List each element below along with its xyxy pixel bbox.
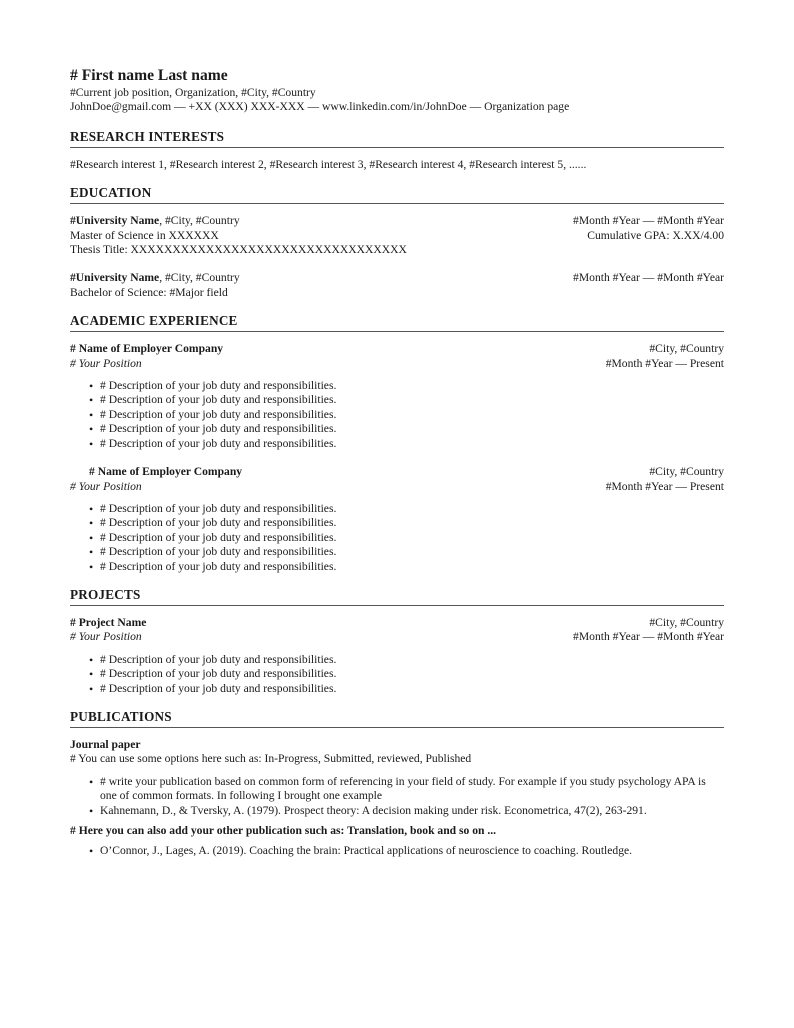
- thesis-title: Thesis Title: XXXXXXXXXXXXXXXXXXXXXXXXXXXXXXXXX: [70, 243, 407, 257]
- position-dates: #Month #Year — Present: [605, 356, 724, 370]
- section-publications: [70, 709, 724, 859]
- duty-item: • # Description of your job duty and responsibilities.: [90, 408, 724, 422]
- duty-list: [70, 502, 724, 574]
- education-entry: [70, 271, 724, 300]
- school-name: #University Name: [70, 271, 160, 285]
- position-title: # Your Position: [70, 479, 142, 493]
- employer-location: #City, #Country: [649, 342, 724, 356]
- section-title: PROJECTS: [70, 587, 724, 606]
- degree: Master of Science in XXXXXX: [70, 228, 219, 242]
- employer-location: #City, #Country: [649, 465, 724, 479]
- employer-name: # Name of Employer Company: [70, 342, 224, 356]
- other-publications-heading: # Here you can also add your other publication such as: Translation, book and so on ...: [70, 824, 497, 837]
- current-position: #Current job position, Organization, #City, #Country: [70, 86, 316, 99]
- position-title: # Your Position: [70, 630, 142, 644]
- journal-publication-list: [70, 775, 724, 818]
- publication-item: • # write your publication based on common form of referencing in your field of study. For example if you study psychology APA is one of common formats. In following I brought one example: [90, 775, 724, 804]
- experience-entry: [70, 342, 724, 451]
- duty-item: • # Description of your job duty and responsibilities.: [90, 502, 724, 516]
- duty-item: • # Description of your job duty and responsibilities.: [90, 531, 724, 545]
- education-dates: #Month #Year — #Month #Year: [573, 271, 724, 285]
- duty-list: [70, 653, 724, 696]
- position-title: # Your Position: [70, 356, 142, 370]
- duty-item: • # Description of your job duty and responsibilities.: [90, 437, 724, 451]
- section-title: EDUCATION: [70, 185, 724, 204]
- publication-item: • O’Connor, J., Lages, A. (2019). Coaching the brain: Practical applications of neuroscience to coaching. Routledge.: [90, 844, 724, 858]
- resume-header: [70, 66, 724, 115]
- section-title: ACADEMIC EXPERIENCE: [70, 313, 724, 332]
- employer-name: # Name of Employer Company: [89, 465, 243, 479]
- education-dates: #Month #Year — #Month #Year: [573, 214, 724, 228]
- duty-item: • # Description of your job duty and responsibilities.: [90, 379, 724, 393]
- school-location: , #City, #Country: [159, 271, 240, 285]
- degree: Bachelor of Science: #Major field: [70, 285, 228, 299]
- section-education: [70, 185, 724, 300]
- school-line: [70, 271, 240, 285]
- research-interests-text: #Research interest 1, #Research interest 2, #Research interest 3, #Research interest 4, #Research interest 5, ......: [70, 157, 587, 171]
- duty-item: • # Description of your job duty and responsibilities.: [90, 422, 724, 436]
- school-location: , #City, #Country: [159, 214, 240, 228]
- duty-item: • # Description of your job duty and responsibilities.: [90, 682, 724, 696]
- project-name: # Project Name: [70, 615, 147, 629]
- experience-entry: [70, 465, 724, 574]
- duty-item: • # Description of your job duty and responsibilities.: [90, 667, 724, 681]
- resume-page: [70, 66, 724, 859]
- duty-item: • # Description of your job duty and responsibilities.: [90, 653, 724, 667]
- project-location: #City, #Country: [649, 615, 724, 629]
- section-title: PUBLICATIONS: [70, 709, 724, 728]
- project-entry: [70, 616, 724, 696]
- school-line: [70, 214, 240, 228]
- gpa: Cumulative GPA: X.XX/4.00: [587, 228, 724, 242]
- project-dates: #Month #Year — #Month #Year: [573, 630, 724, 644]
- full-name: # First name Last name: [70, 67, 228, 84]
- education-entry: [70, 214, 724, 257]
- other-publication-list: [70, 844, 724, 858]
- journal-paper-note: # You can use some options here such as: In-Progress, Submitted, reviewed, Published: [70, 752, 472, 766]
- duty-item: • # Description of your job duty and responsibilities.: [90, 516, 724, 530]
- section-research-interests: [70, 129, 724, 172]
- duty-item: • # Description of your job duty and responsibilities.: [90, 545, 724, 559]
- journal-paper-heading: Journal paper: [70, 737, 141, 751]
- section-title: RESEARCH INTERESTS: [70, 129, 724, 148]
- contact-info: JohnDoe@gmail.com — +XX (XXX) XXX-XXX — www.linkedin.com/in/JohnDoe — Organization page: [70, 100, 570, 114]
- section-projects: [70, 587, 724, 696]
- duty-list: [70, 379, 724, 451]
- publication-item: • Kahnemann, D., & Tversky, A. (1979). Prospect theory: A decision making under risk. Econometrica, 47(2), 263-291.: [90, 804, 724, 818]
- school-name: #University Name: [70, 214, 160, 228]
- section-academic-experience: [70, 313, 724, 574]
- position-dates: #Month #Year — Present: [605, 479, 724, 493]
- duty-item: • # Description of your job duty and responsibilities.: [90, 560, 724, 574]
- duty-item: • # Description of your job duty and responsibilities.: [90, 393, 724, 407]
